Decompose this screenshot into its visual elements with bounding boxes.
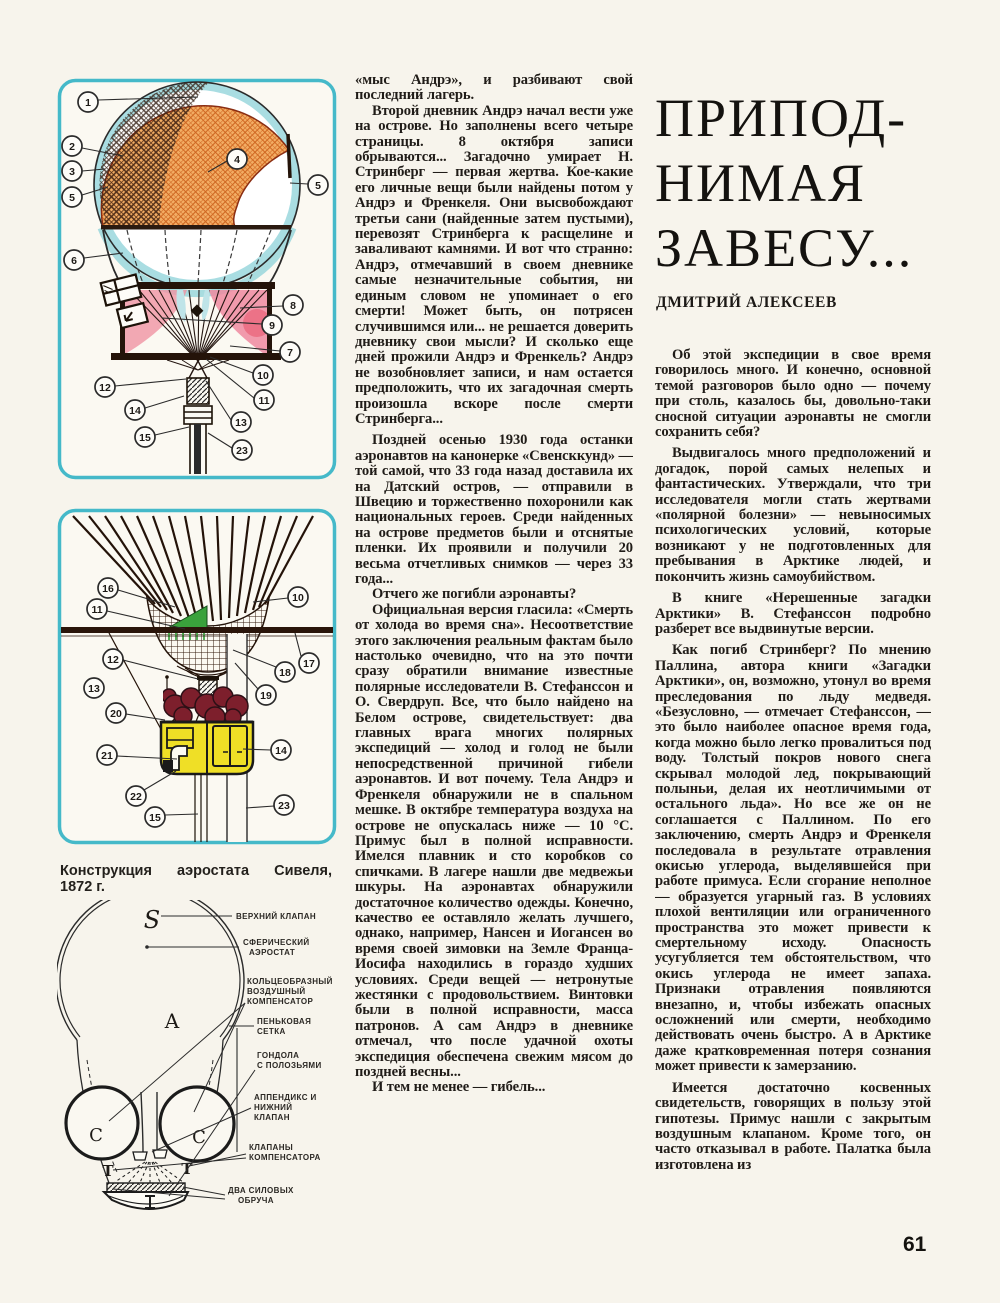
load-ring-bar: [61, 627, 333, 633]
diagram-label: ГОНДОЛА С ПОЛОЗЬЯМИ: [257, 1051, 322, 1070]
hoop-band: [107, 1183, 185, 1192]
caption-word: Сивеля,: [274, 863, 332, 879]
callout-number: 5: [315, 180, 321, 192]
page-number: 61: [903, 1233, 927, 1256]
callout-number: 23: [278, 800, 290, 812]
text-column-1: [355, 73, 633, 1225]
caption-line2: 1872 г.: [60, 879, 105, 895]
compensator-rings: [66, 1087, 234, 1161]
gondola: [161, 722, 253, 774]
callout-number: 9: [269, 320, 275, 332]
callout-number: 15: [149, 812, 161, 824]
paragraph: «мыс Андрэ», и разбивают свой последний лагерь.: [355, 73, 633, 104]
lower-valves: [133, 1150, 167, 1160]
diagram-label: КЛАПАНЫ КОМПЕНСАТОРА: [249, 1143, 321, 1162]
callout-number: 8: [290, 300, 296, 312]
paragraph: Отчего же погибли аэронавты?: [372, 586, 577, 603]
callout-number: 22: [130, 791, 142, 803]
callout-number: 18: [279, 667, 291, 679]
diagram-label: ДВА СИЛОВЫХ ОБРУЧА: [228, 1186, 294, 1205]
callout-number: 10: [292, 592, 304, 604]
figure-caption: [60, 863, 332, 895]
figure-sivel-construction: [57, 900, 349, 1235]
callout-number: 20: [110, 708, 122, 720]
callout-number: 16: [102, 583, 114, 595]
article-title: [655, 86, 955, 281]
diagram-letter: C: [192, 1127, 206, 1148]
paragraph: И тем не менее — гибель...: [372, 1079, 546, 1096]
diagram-letter: T: [102, 1162, 114, 1180]
title-line: НИМАЯ: [655, 153, 867, 213]
paragraph: Как погиб Стринберг? По мнению Паллина, автора книги «Загадки Арктики», он, возможно, утонул во время преследования по льду медведя. «Безусловно, — отмечает Стефанссон, — это было наиболее опасное время года, когда можно было легко провалиться под воду. Толстый покров нового снега скрывал молодой лед, покрывающий полыньи, делая их неотличимыми от остального льда». Но все же он не соглашается с Паллином. По его заключению, смерть Андрэ и Френкеля последовала в результате отравления окисью углерода, выделявшейся при работе примуса. Если сгорание неполное — образуется угарный газ. В условиях плохой вентиляции или ограниченного пространства это может привести к смертельному исходу. Опасность усугубляется тем обстоятельством, что окись углерода не имеет запаха. Признаки отравления появляются внезапно, и, чтобы избежать опасных осложнений или смерти, необходимо действовать очень быстро. А в Арктике даже кратковременная потеря сознания может привести к замерзанию.: [655, 642, 931, 1075]
title-line: ПРИПОД-: [655, 88, 908, 148]
paragraph: Поздней осенью 1930 года останки аэронавтов на канонерке «Свенсккунд» — той самой, что 33 года назад доставила их на Датский остров, — отправили в Швецию и торжественно похоронили как национальных героев. Среди найденных на острове предметов были и отснятые пленки. Их проявили и получили 20 весьма отчетливых снимков — через 33 года...: [355, 432, 633, 587]
diagram-letter: T: [181, 1160, 193, 1178]
diagram-label: ВЕРХНИЙ КЛАПАН: [236, 912, 317, 921]
callout-number: 12: [99, 382, 111, 394]
callout-number: 5: [69, 192, 75, 204]
balloon-envelope: [94, 82, 300, 294]
callout-number: 7: [287, 347, 293, 359]
diagram-letter: A: [164, 1009, 180, 1033]
article-author: ДМИТРИЙ АЛЕКСЕЕВ: [656, 294, 837, 311]
callout-number: 14: [275, 745, 287, 757]
diagram-letter: S: [143, 906, 161, 934]
callout-number: 6: [71, 255, 77, 267]
paragraph: Официальная версия гласила: «Смерть от холода во время сна». Несоответствие этого заключения реальным фактам было настолько очевидно, что на это почти сразу обратили внимание известные полярные исследователи В. Стефанссон и О. Свердруп. Все, что было найдено на Белом острове, свидетельствует: два главных врага многих полярных экспедиций — холод и голод не были непосредственной причиной гибели аэронавтов. И вот почему. Тела Андрэ и Френкеля обнаружили не в спальном мешке. В октябре температура воздуха на острове не опускалась ниже — 10 °С. Примус был в полной исправности. Имелся плавник и сто коробков со спичками. В лагере нашли две медвежьи шкуры. На аэронавтах обнаружили достаточное количество одежды. Конечно, качество ее оставляло желать лучшего, однако, например, Нансен и Иогансен во время своей зимовки на Земле Франца-Иосифа находились в гораздо худших условиях. Среди вещей — нетронутые жестянки с продовольствием. Винтовки были в полной исправности, масса патронов. А сам Андрэ в дневнике отмечал, что после удачной охоты экспедиция обеспечена свежим мясом до поздней весны...: [355, 601, 633, 1080]
caption-word: аэростата: [177, 863, 250, 879]
paragraph: В книге «Нерешенные загадки Арктики» В. Стефанссон подробно разберет все выдвинутые версии.: [655, 590, 931, 637]
figure-balloon-cutaway: [57, 78, 337, 480]
text-column-2: [655, 348, 931, 1226]
callout-number: 11: [258, 395, 270, 407]
diagram-letter: C: [89, 1125, 103, 1146]
callout-number: 11: [91, 604, 103, 616]
diagram-label: АППЕНДИКС И НИЖНИЙ КЛАПАН: [254, 1093, 317, 1122]
callout-number: 12: [107, 654, 119, 666]
callout-number: 4: [234, 154, 240, 166]
title-line: ЗАВЕСУ...: [655, 218, 914, 278]
callout-number: 15: [139, 432, 151, 444]
callout-number: 14: [129, 405, 141, 417]
paragraph: Имеется достаточно косвенных свидетельств, говорящих в пользу этой гипотезы. Примус нашли с закрытым воздушным клапаном. Кроме того, он часто отказывал в работе. Палатка была изготовлена из: [655, 1079, 931, 1173]
paragraph: Второй дневник Андрэ начал вести уже на острове. Но заполнены всего четыре страницы. 8 октября записи обрываются... Загадочно умирает Н. Стринберг — первая жертва. Кое-какие его личные вещи были найдены потом у Андрэ и Френкеля. Они высвобождают третьи сани (найденные затем пустыми), перевозят Стринберга к расщелине и заваливают камнями. И вот что странно: Андрэ, отмечавший в своем дневнике самые незначительные события, ни единым словом не упоминает о его смерти! Может быть, он потрясен случившимся или... не решается доверить дневнику свои мысли? И сколько еще дней прожили Андрэ и Френкель? Андрэ не возобновляет записи, и нам остается предположить, что их загадочная смерть произошла вскоре после смерти Стринберга...: [355, 102, 633, 427]
diagram-label: КОЛЬЦЕОБРАЗНЫЙ ВОЗДУШНЫЙ КОМПЕНСАТОР: [247, 977, 333, 1006]
caption-word: Конструкция: [60, 863, 152, 879]
callout-number: 19: [260, 690, 272, 702]
diagram-label: СФЕРИЧЕСКИЙ АЭРОСТАТ: [243, 938, 310, 957]
callout-number: 21: [101, 750, 113, 762]
callout-number: 10: [257, 370, 269, 382]
callout-number: 13: [88, 683, 100, 695]
callout-number: 13: [235, 417, 247, 429]
callout-number: 3: [69, 166, 75, 178]
callout-number: 17: [303, 658, 315, 670]
figure-gondola-detail: [57, 508, 337, 845]
diagram-label: ПЕНЬКОВАЯ СЕТКА: [257, 1017, 312, 1036]
paragraph: Об этой экспедиции в свое время говорилось много. И конечно, основной темой разговоров было одно — почему при столь, казалось бы, довольно-таки сносной ситуации аэронавты не смогли сохранить себя?: [655, 348, 931, 441]
callout-number: 2: [69, 141, 75, 153]
callout-number: 1: [85, 97, 91, 109]
paragraph: Выдвигалось много предположений и догадок, порой самых нелепых и фантастических. Утверждали, что три исследователя могли стать жертвами «полярной болезни» — невыносимых психологических условий, которые возникают у не подготовленных для пребывания в Арктике людей, и покончить жизнь самоубийством.: [655, 445, 931, 585]
callout-number: 23: [236, 445, 248, 457]
